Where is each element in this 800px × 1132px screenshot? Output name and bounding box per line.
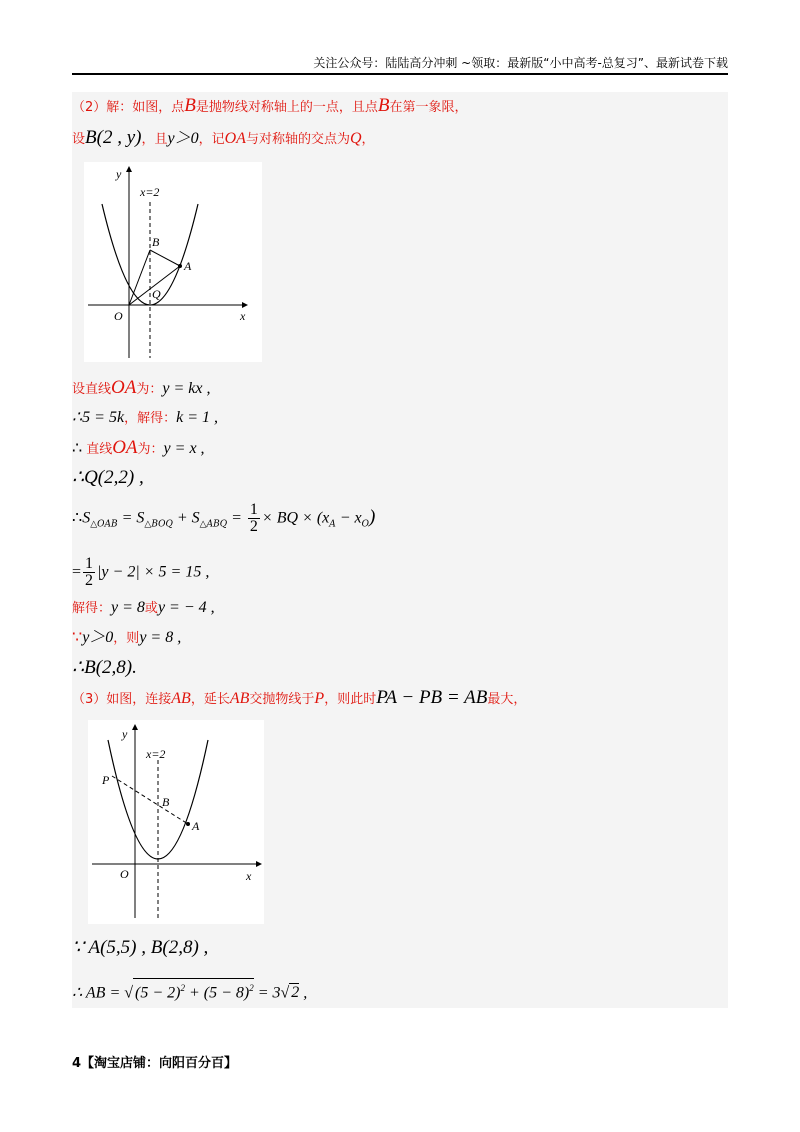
y-label: y <box>116 167 122 181</box>
point-A <box>186 822 190 826</box>
part3-intro: （3）如图，连接AB，延长AB交抛物线于P，则此时PA − PB = AB最大， <box>72 687 527 708</box>
axis-line-label: x=2 <box>146 747 166 761</box>
origin-label: O <box>120 867 129 881</box>
y-axis-arrow <box>126 166 132 172</box>
y-label: y <box>122 727 128 741</box>
A-label: A <box>184 259 192 273</box>
step-line-eq: ∴ 直线OA为：y = x , <box>72 437 205 458</box>
step-choose-y: ∵y＞0，则y = 8 , <box>72 629 182 646</box>
x-label: x <box>240 309 246 323</box>
segment-PA <box>112 776 188 824</box>
segment-AB <box>150 250 180 266</box>
origin-label: O <box>114 309 123 323</box>
B-label: B <box>162 795 170 809</box>
figure-2 <box>88 720 264 924</box>
P-label: P <box>102 773 110 787</box>
axis-line-label: x=2 <box>140 185 160 199</box>
page-header: 关注公众号：陆陆高分冲刺 ~领取：最新版“小中高考-总复习”、最新试卷下载 <box>313 56 728 70</box>
given-points: ∵ A(5,5) , B(2,8) , <box>72 937 209 958</box>
figure-1 <box>84 162 262 362</box>
x-axis-arrow <box>242 302 248 308</box>
x-axis-arrow <box>256 861 262 867</box>
step-solve-y: 解得：y = 8或y = − 4 , <box>72 599 215 616</box>
part2-intro: （2）解：如图，点B是抛物线对称轴上的一点，且点B在第一象限， <box>72 95 468 116</box>
y-axis-arrow <box>132 724 138 730</box>
step-point-b: ∴B(2,8). <box>72 657 137 678</box>
A-label: A <box>192 819 200 833</box>
step-area-formula: $\therefore S_{\triangle OAB} = S_{\triangle BOQ} + S_{\triangle ABQ}$ = $\frac{1}{2}$ × BQ × $(x_A - x_O)$ <box>72 501 376 535</box>
step-solve-k: ∴5 = 5k，解得：k = 1 , <box>72 409 218 426</box>
page-footer: 4【淘宝店铺：向阳百分百】 <box>72 1056 238 1071</box>
x-label: x <box>246 869 252 883</box>
header-divider <box>72 73 728 75</box>
part2-setup: 设B(2 , y)，且y＞0，记OA与对称轴的交点为Q， <box>72 127 375 148</box>
point-A <box>178 264 182 268</box>
Q-label: Q <box>152 287 161 301</box>
ab-length: ∴ AB = √ $(5 - 2)^2 + (5 - 8)^2 = 3√$ 2 , <box>72 978 307 1003</box>
step-area-value: = $\frac{1}{2}$ |y − 2| × 5 = 15 , <box>72 555 210 589</box>
step-line-oa: 设直线OA为：y = kx , <box>72 377 211 398</box>
B-label: B <box>152 235 160 249</box>
step-point-q: ∴Q(2,2) , <box>72 467 144 488</box>
